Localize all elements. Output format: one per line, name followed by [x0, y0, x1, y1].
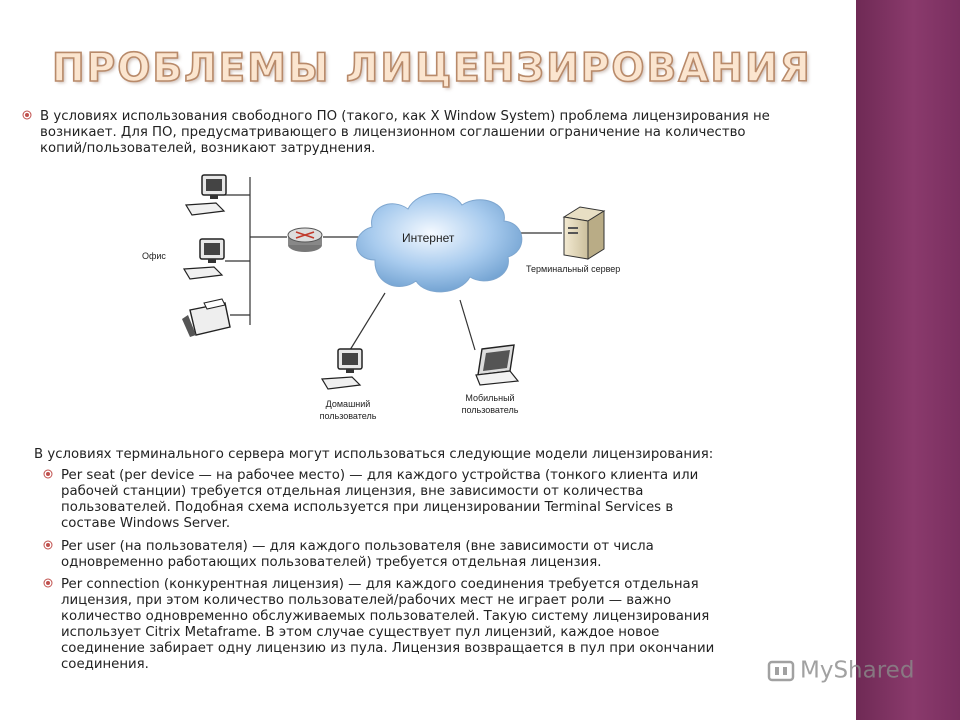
- intro-line: возникает. Для ПО, предусматривающего в лицензионном соглашении ограничение на количество: [40, 125, 746, 140]
- bullet-icon: [22, 110, 32, 120]
- model-line: Per seat (per device — на рабочее место) — для каждого устройства (тонкого клиента или: [61, 468, 699, 483]
- laptop-icon: [476, 345, 518, 385]
- model-per-seat: [61, 468, 761, 532]
- office-computer-icon: [184, 239, 224, 279]
- decorative-side-bar: [856, 0, 960, 720]
- bullet-icon: [43, 578, 53, 588]
- model-line: лицензия, при этом количество пользователей/рабочих мест не играет роли — важно: [61, 593, 672, 608]
- watermark: [766, 656, 914, 686]
- internet-cloud: [357, 193, 522, 291]
- model-line: Per user (на пользователя) — для каждого пользователя (вне зависимости от числа: [61, 539, 654, 554]
- model-line: составе Windows Server.: [61, 516, 231, 531]
- myshared-logo-icon: [766, 656, 796, 686]
- intro-line: В условиях использования свободного ПО (такого, как X Window System) проблема лицензирования не: [40, 109, 770, 124]
- office-computer-icon: [186, 175, 226, 215]
- internet-label: Интернет: [402, 231, 455, 245]
- mobile-user-label-line: пользователь: [461, 405, 519, 415]
- model-line: соединения.: [61, 657, 149, 672]
- network-diagram: [130, 165, 660, 430]
- watermark-text: MyShared: [800, 657, 915, 684]
- home-user-label-line: Домашний: [325, 399, 371, 409]
- terminal-server-label: Терминальный сервер: [526, 264, 621, 274]
- mobile-user-label-line: Мобильный: [465, 393, 515, 403]
- bullet-icon: [43, 469, 53, 479]
- model-line: одновременно работающих пользователей) требуется отдельная лицензия.: [61, 555, 602, 570]
- model-line: количество одновременно обслуживаемых пользователей. Такую систему лицензирования: [61, 609, 710, 624]
- model-line: Per connection (конкурентная лицензия) — для каждого соединения требуется отдельная: [61, 577, 699, 592]
- model-per-user: [61, 539, 761, 571]
- model-line: использует Citrix Metaframe. В этом случае существует пул лицензий, каждое новое: [61, 625, 660, 640]
- home-user-label-line: пользователь: [319, 411, 377, 421]
- model-line: пользователей. Подобная схема используется при лицензировании Terminal Services в: [61, 500, 674, 515]
- slide-title: ПРОБЛЕМЫ ЛИЦЕНЗИРОВАНИЯ: [52, 46, 812, 91]
- home-computer-icon: [322, 349, 362, 389]
- office-label: Офис: [142, 251, 166, 261]
- printer-icon: [182, 299, 230, 337]
- model-line: рабочей станции) требуется отдельная лицензия, вне зависимости от количества: [61, 484, 644, 499]
- model-per-connection: [61, 577, 761, 673]
- intro-line: копий/пользователей, возникают затруднения.: [40, 141, 376, 156]
- models-heading: В условиях терминального сервера могут использоваться следующие модели лицензирования:: [34, 447, 714, 462]
- model-line: соединение забирает одну лицензию из пула. Лицензия возвращается в пул при окончании: [61, 641, 715, 656]
- bullet-icon: [43, 540, 53, 550]
- terminal-server-icon: [564, 207, 604, 259]
- intro-bullet: [40, 109, 820, 157]
- router-icon: [288, 228, 322, 252]
